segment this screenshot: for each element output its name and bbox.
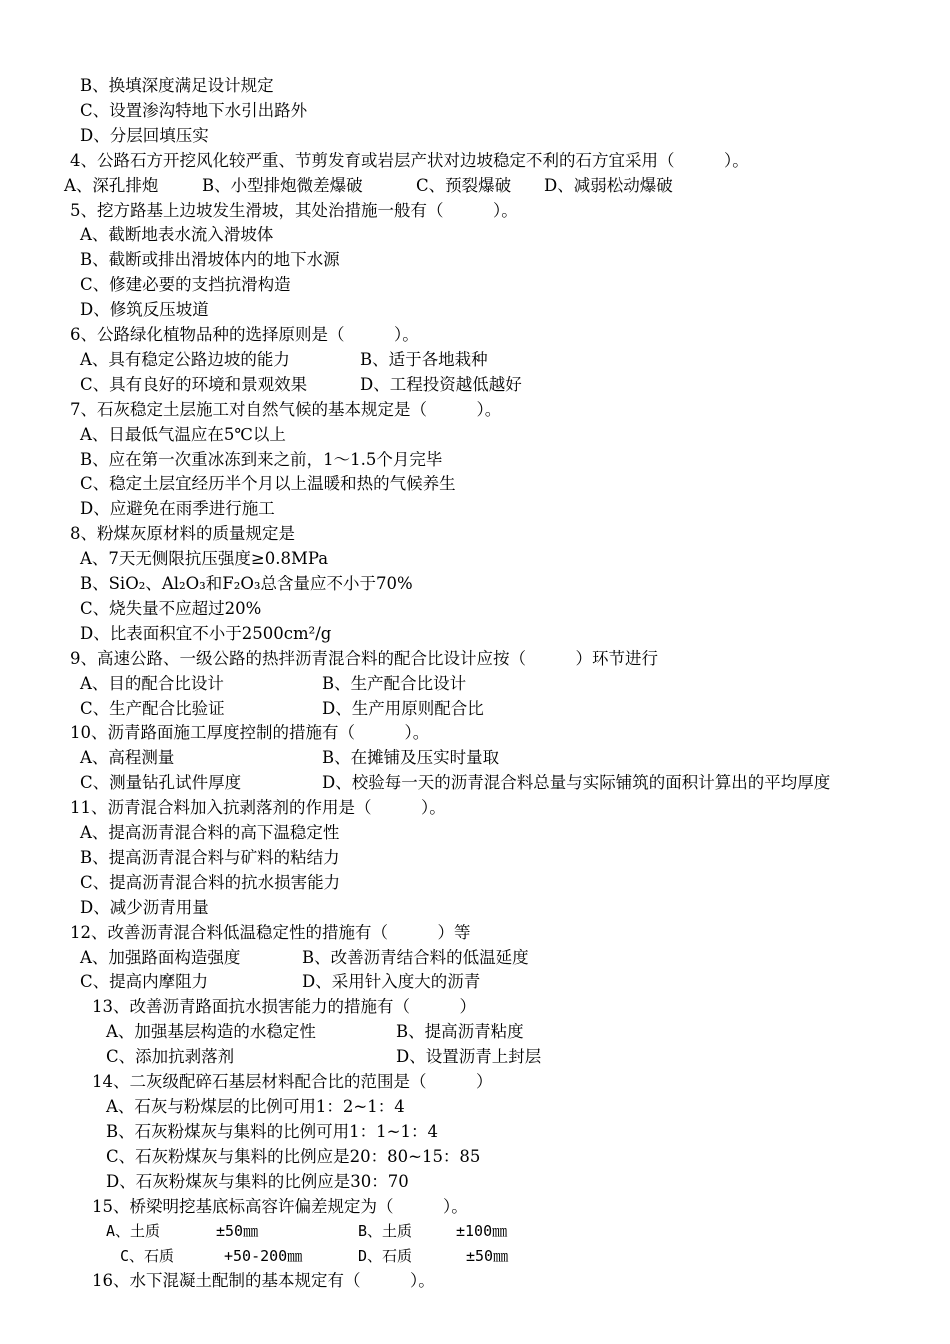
question-text: 5、挖方路基上边坡发生滑坡，其处治措施一般有（ ）。 [70, 200, 518, 220]
question-text: B、换填深度满足设计规定 [80, 76, 274, 95]
option-text: C、预裂爆破 [416, 175, 512, 195]
question-text: 16、水下混凝土配制的基本规定有（ ）。 [92, 1271, 435, 1291]
question-text: A、深孔排炮 [64, 175, 159, 195]
question-text: 14、二灰级配碎石基层材料配合比的范围是（ ） [92, 1072, 493, 1091]
question-text: D、修筑反压坡道 [80, 300, 209, 320]
option-text: B、改善沥青结合料的低温延度 [302, 947, 529, 967]
question-text: C、石灰粉煤灰与集料的比例应是20：80~15：85 [106, 1146, 481, 1166]
question-text: D、石灰粉煤灰与集料的比例应是30：70 [106, 1171, 409, 1191]
question-text: C、生产配合比验证 [80, 698, 225, 718]
question-text: 10、沥青路面施工厚度控制的措施有（ ）。 [70, 723, 430, 743]
question-text: A、目的配合比设计 [80, 673, 224, 693]
option-text: D、采用针入度大的沥青 [302, 972, 481, 992]
option-text: B、土质 [358, 1222, 413, 1241]
question-text: A、7天无侧限抗压强度≥0.8MPa [80, 549, 329, 569]
option-text: D、减弱松动爆破 [544, 175, 673, 195]
option-text: B、生产配合比设计 [322, 673, 467, 693]
question-text: A、提高沥青混合料的高下温稳定性 [80, 823, 340, 842]
option-text: D、设置沥青上封层 [396, 1047, 542, 1067]
option-text: B、在摊铺及压实时量取 [322, 748, 500, 768]
question-text: A、高程测量 [80, 748, 175, 768]
question-text: A、截断地表水流入滑坡体 [80, 225, 274, 245]
question-text: 9、高速公路、一级公路的热拌沥青混合料的配合比设计应按（ ）环节进行 [70, 648, 658, 668]
question-text: A、日最低气温应在5℃以上 [80, 424, 286, 444]
question-text: A、石灰与粉煤层的比例可用1：2~1：4 [106, 1096, 405, 1116]
question-text: C、烧失量不应超过20% [80, 598, 262, 618]
question-text: C、稳定土层宜经历半个月以上温暖和热的气候养生 [80, 474, 456, 494]
question-text: 15、桥梁明挖基底标高容许偏差规定为（ ）。 [92, 1196, 468, 1216]
option-text: B、适于各地栽种 [360, 349, 488, 369]
question-text: A、加强基层构造的水稳定性 [106, 1022, 316, 1042]
question-text: 4、公路石方开挖风化较严重、节剪发育或岩层产状对边坡稳定不利的石方宜采用（ ）。 [70, 150, 749, 170]
question-text: C、石质 [120, 1247, 175, 1266]
option-text: D、工程投资越低越好 [360, 374, 522, 394]
question-text: B、石灰粉煤灰与集料的比例可用1：1~1：4 [106, 1121, 438, 1141]
question-text: 8、粉煤灰原材料的质量规定是 [70, 524, 295, 544]
question-text: B、截断或排出滑坡体内的地下水源 [80, 250, 340, 270]
option-text: B、小型排炮微差爆破 [202, 175, 363, 195]
question-text: B、提高沥青混合料与矿料的粘结力 [80, 847, 340, 867]
option-text: D、石质 [358, 1247, 413, 1266]
question-text: A、土质 [106, 1222, 161, 1241]
question-text: C、提高内摩阻力 [80, 972, 209, 992]
question-text: A、具有稳定公路边坡的能力 [80, 349, 290, 369]
question-text: C、添加抗剥落剂 [106, 1047, 235, 1067]
question-text: B、SiO₂、Al₂O₃和F₂O₃总含量应不小于70% [80, 574, 413, 593]
option-text: +50-200㎜ [224, 1247, 303, 1266]
question-text: C、修建必要的支挡抗滑构造 [80, 275, 291, 295]
option-text: B、提高沥青粘度 [396, 1022, 524, 1042]
question-text: 13、改善沥青路面抗水损害能力的措施有（ ） [92, 997, 476, 1017]
question-text: D、比表面积宜不小于2500cm²/g [80, 623, 332, 643]
question-text: 12、改善沥青混合料低温稳定性的措施有（ ）等 [70, 922, 471, 942]
question-text: D、分层回填压实 [80, 125, 209, 145]
question-text: D、减少沥青用量 [80, 897, 209, 917]
question-text: C、具有良好的环境和景观效果 [80, 374, 308, 394]
question-text: 6、公路绿化植物品种的选择原则是（ ）。 [70, 325, 419, 344]
question-text: D、应避免在雨季进行施工 [80, 499, 275, 519]
question-text: 7、石灰稳定土层施工对自然气候的基本规定是（ ）。 [70, 399, 502, 419]
question-text: C、提高沥青混合料的抗水损害能力 [80, 872, 341, 892]
option-text: D、生产用原则配合比 [322, 698, 484, 718]
option-text: ±50㎜ [466, 1247, 509, 1266]
question-text: C、设置渗沟特地下水引出路外 [80, 100, 308, 120]
question-text: 11、沥青混合料加入抗剥落剂的作用是（ ）。 [70, 798, 446, 818]
question-text: B、应在第一次重冰冻到来之前，1～1.5个月完毕 [80, 449, 443, 469]
option-text: ±50㎜ [216, 1222, 259, 1241]
option-text: D、校验每一天的沥青混合料总量与实际铺筑的面积计算出的平均厚度 [322, 773, 831, 793]
question-text: A、加强路面构造强度 [80, 947, 241, 967]
question-text: C、测量钻孔试件厚度 [80, 773, 242, 793]
option-text: ±100㎜ [456, 1222, 508, 1241]
